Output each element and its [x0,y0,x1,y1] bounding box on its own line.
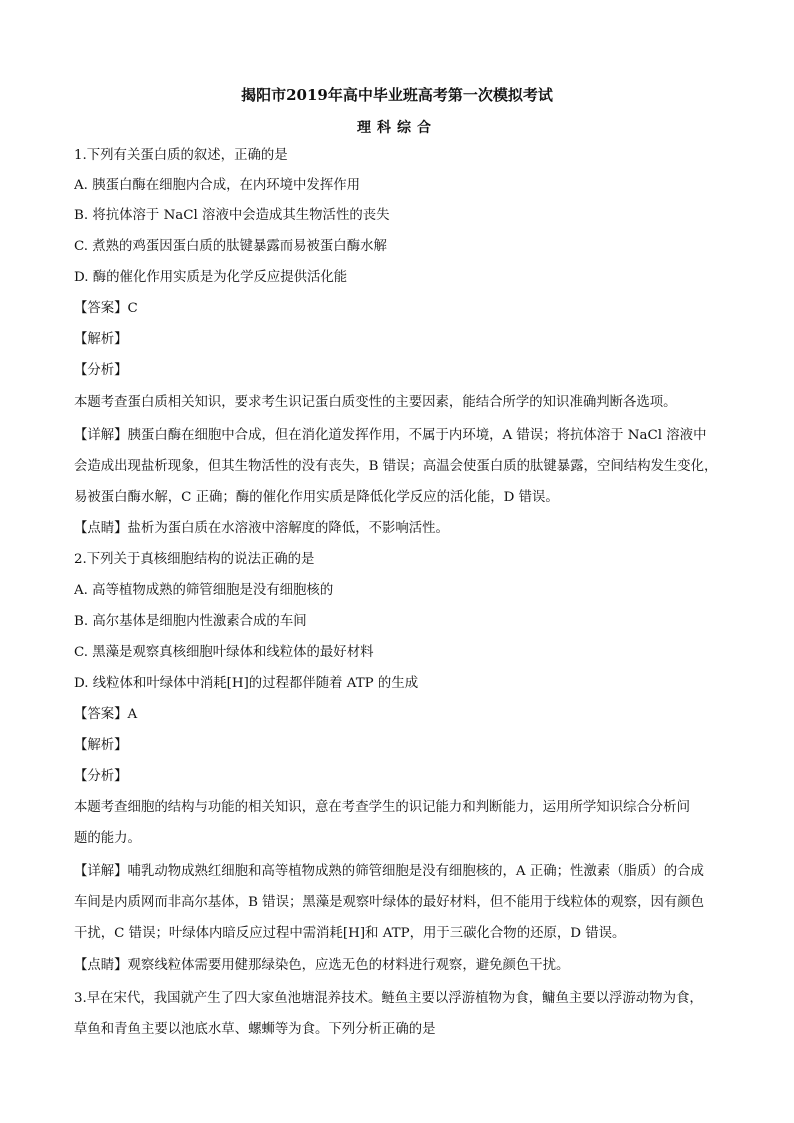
question-1-fenxi-heading: 【分析】 [74,363,128,378]
question-1-option-b: B. 将抗体溶于 NaCl 溶液中会造成其生物活性的丧失 [74,208,390,223]
question-2-analysis-heading: 【解析】 [74,738,128,753]
question-2-fenxi-line-2: 题的能力。 [74,831,141,846]
question-2-stem: 2.下列关于真核细胞结构的说法正确的是 [74,552,315,567]
question-2-fenxi-line-1: 本题考查细胞的结构与功能的相关知识，意在考查学生的识记能力和判断能力，运用所学知识综合分析问 [74,800,690,815]
question-2-answer: 【答案】A [74,707,138,722]
question-2-option-a: A. 高等植物成熟的筛管细胞是没有细胞核的 [74,583,334,598]
question-1-option-d: D. 酶的催化作用实质是为化学反应提供活化能 [74,270,348,285]
document-title: 揭阳市2019年高中毕业班高考第一次模拟考试 [241,86,553,104]
question-1-option-a: A. 胰蛋白酶在细胞内合成，在内环境中发挥作用 [74,178,360,193]
document-subtitle: 理科综合 [357,120,437,136]
question-2-note: 【点睛】观察线粒体需要用健那绿染色，应选无色的材料进行观察，避免颜色干扰。 [74,958,570,973]
question-2-detail-line-1: 【详解】哺乳动物成熟红细胞和高等植物成熟的筛管细胞是没有细胞核的，A 正确；性激素（脂质）的合成 [74,864,704,879]
question-3-stem-line-2: 草鱼和青鱼主要以池底水草、螺蛳等为食。下列分析正确的是 [74,1022,436,1037]
question-3-stem-line-1: 3.早在宋代，我国就产生了四大家鱼池塘混养技术。鲢鱼主要以浮游植物为食，鳙鱼主要以浮游动物为食， [74,991,703,1006]
question-1-stem: 1.下列有关蛋白质的叙述，正确的是 [74,148,288,163]
question-1-detail-line-1: 【详解】胰蛋白酶在细胞中合成，但在消化道发挥作用，不属于内环境，A 错误；将抗体溶于 NaCl 溶液中 [74,428,707,443]
question-2-option-c: C. 黑藻是观察真核细胞叶绿体和线粒体的最好材料 [74,645,374,660]
question-1-answer: 【答案】C [74,301,138,316]
question-1-detail-line-2: 会造成出现盐析现象，但其生物活性的没有丧失，B 错误；高温会使蛋白质的肽键暴露，空间结构发生变化， [74,459,718,474]
question-2-detail-line-2: 车间是内质网而非高尔基体，B 错误；黑藻是观察叶绿体的最好材料，但不能用于线粒体的观察，因有颜色 [74,895,705,910]
question-1-detail-line-3: 易被蛋白酶水解，C 正确；酶的催化作用实质是降低化学反应的活化能，D 错误。 [74,490,559,505]
question-1-option-c: C. 煮熟的鸡蛋因蛋白质的肽键暴露而易被蛋白酶水解 [74,239,387,254]
question-1-analysis-heading: 【解析】 [74,332,128,347]
question-2-option-b: B. 高尔基体是细胞内性激素合成的车间 [74,614,307,629]
question-1-fenxi-text: 本题考查蛋白质相关知识，要求考生识记蛋白质变性的主要因素，能结合所学的知识准确判断各选项。 [74,395,677,410]
question-2-fenxi-heading: 【分析】 [74,769,128,784]
question-2-option-d: D. 线粒体和叶绿体中消耗[H]的过程都伴随着 ATP 的生成 [74,676,419,691]
question-1-note: 【点睛】盐析为蛋白质在水溶液中溶解度的降低，不影响活性。 [74,521,449,536]
question-2-detail-line-3: 干扰，C 错误；叶绿体内暗反应过程中需消耗[H]和 ATP，用于三碳化合物的还原，D 错误。 [74,926,626,941]
